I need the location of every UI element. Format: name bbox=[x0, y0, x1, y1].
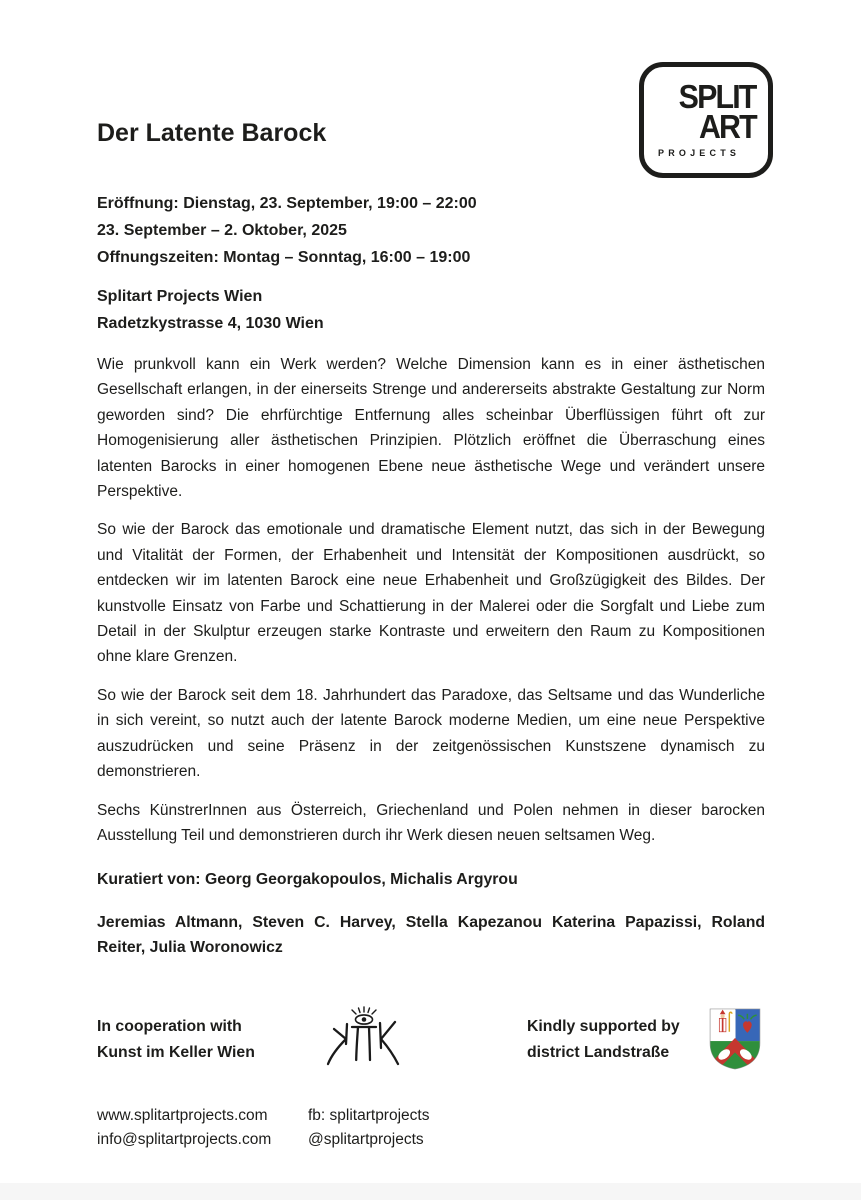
dates-line: 23. September – 2. Oktober, 2025 bbox=[97, 222, 347, 239]
cooperation-line-2: Kunst im Keller Wien bbox=[97, 1043, 255, 1061]
support-line-1: Kindly supported by bbox=[527, 1017, 680, 1035]
website-text: www.splitartprojects.com bbox=[97, 1106, 268, 1124]
artists-line: Jeremias Altmann, Steven C. Harvey, Stella Kapezanou Katerina Papazissi, Roland Reiter, Julia Woronowicz bbox=[97, 913, 765, 957]
page-title: Der Latente Barock bbox=[97, 119, 327, 147]
event-details bbox=[97, 190, 765, 271]
paragraph-4: Sechs KünstrerInnen aus Österreich, Griechenland und Polen nehmen in dieser barocken Ausstellung Teil und demonstrieren durch ihr Werk diesen neuen seltsamen Weg. bbox=[97, 801, 765, 844]
support-note bbox=[527, 1014, 680, 1066]
email-text: info@splitartprojects.com bbox=[97, 1130, 272, 1148]
curators-line: Kuratiert von: Georg Georgakopoulos, Michalis Argyrou bbox=[97, 871, 518, 889]
venue-address: Radetzkystrasse 4, 1030 Wien bbox=[97, 315, 324, 332]
instagram-handle: @splitartprojects bbox=[308, 1130, 424, 1148]
footer-column-web bbox=[97, 1104, 271, 1152]
hours-line: Offnungszeiten: Montag – Sonntag, 16:00 – 19:00 bbox=[97, 249, 471, 266]
paragraph-1: Wie prunkvoll kann ein Werk werden? Welche Dimension kann es in einer ästhetischen Gesellschaft erlangen, in der einerseits Strenge und andererseits abstrakte Gestaltung zur Norm geworden sind? Die ehrfürchtige Entfernung alles scheinbar Überflüssigen führt oft zur Homogenisierung aller ästhetischen Prinzipien. Plötzlich eröffnet die Überraschung eines latenten Barocks in einer homogenen Ebene neue ästhetische Wege und verändert unsere Perspektive. bbox=[97, 356, 765, 501]
paragraph-3: So wie der Barock seit dem 18. Jahrhundert das Paradoxe, das Seltsame und das Wunderliche in sich vereint, so nutzt auch der latente Barock moderne Medien, um eine neue Perspektive auszudrücken und seine Präsenz in der zeitgenössischen Kunstszene dynamisch zu demonstrieren. bbox=[97, 686, 765, 781]
next-page-edge bbox=[0, 1183, 861, 1200]
paragraph-2: So wie der Barock das emotionale und dramatische Element nutzt, das sich in der Bewegung und Vitalität der Formen, der Erhabenheit und Intensität der Kompositionen ausdrückt, so entdecken wir im latenten Barock eine neue Erhabenheit und Großzügigkeit des Bildes. Der kunstvolle Einsatz von Farbe und Schattierung in der Malerei oder die Sorgfalt und Liebe zum Detail in der Skulptur erzeugen starke Kontraste und erweitern den Raum zu Kompositionen ohne klare Grenzen. bbox=[97, 521, 765, 666]
facebook-handle: fb: splitartprojects bbox=[308, 1106, 430, 1124]
support-line-2: district Landstraße bbox=[527, 1043, 670, 1061]
kunst-im-keller-logo-icon bbox=[318, 1006, 410, 1074]
logo-word-projects: PROJECTS bbox=[658, 148, 741, 159]
opening-line: Eröffnung: Dienstag, 23. September, 19:00 – 22:00 bbox=[97, 195, 477, 212]
logo-word-split: SPLIT bbox=[679, 77, 756, 115]
partners-row bbox=[97, 1006, 765, 1078]
venue-details bbox=[97, 283, 765, 337]
landstrasse-coat-of-arms-icon bbox=[707, 1006, 763, 1072]
footer-column-social bbox=[308, 1104, 429, 1152]
cooperation-note bbox=[97, 1014, 255, 1066]
cooperation-line-1: In cooperation with bbox=[97, 1017, 242, 1035]
footer-contacts bbox=[97, 1104, 765, 1156]
venue-name: Splitart Projects Wien bbox=[97, 288, 263, 305]
document-content bbox=[97, 0, 765, 1156]
logo-word-art: ART bbox=[699, 108, 756, 145]
